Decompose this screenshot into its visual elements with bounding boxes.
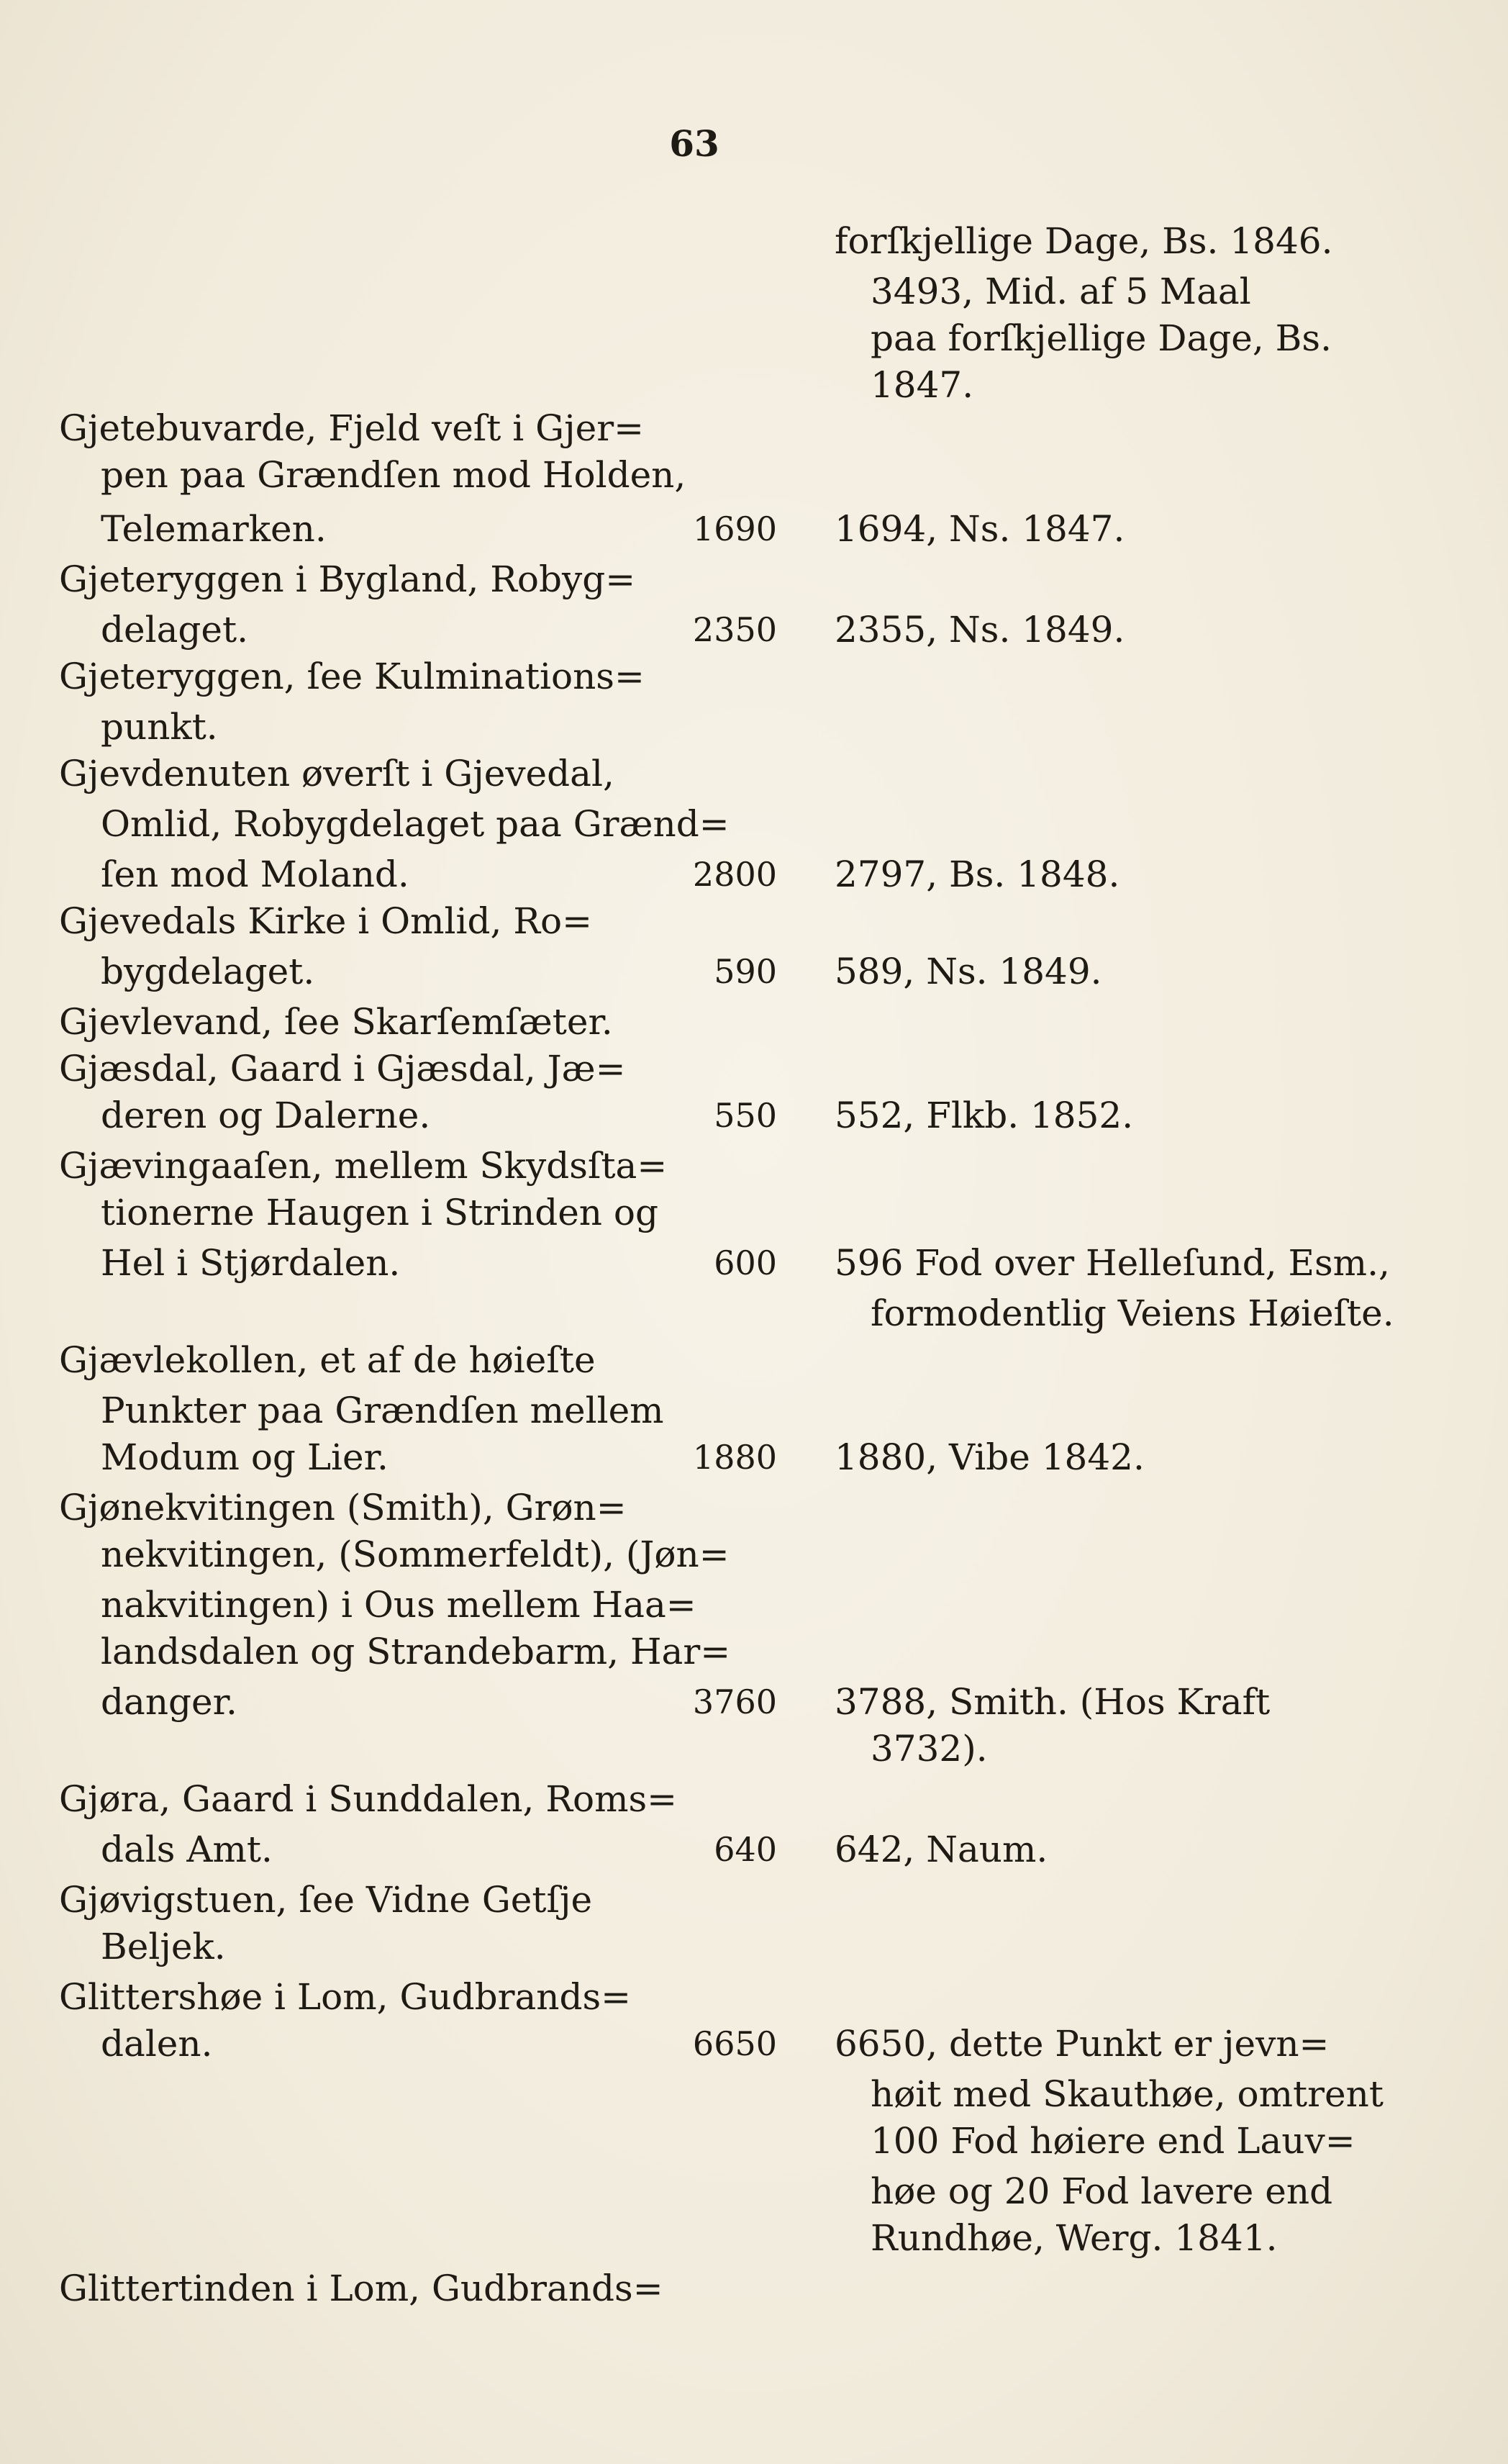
entry-line: deren og Dalerne. — [101, 1095, 431, 1136]
note-line: 6650, dette Punkt er jevn= — [835, 2023, 1330, 2065]
note-line: 589, Ns. 1849. — [835, 951, 1102, 992]
entry-line: Hel i Stjørdalen. — [101, 1242, 401, 1284]
note-line: 642, Naum. — [835, 1829, 1048, 1870]
entry-line: nakvitingen) i Ous mellem Haa= — [101, 1584, 696, 1626]
note-line: 100 Fod høiere end Lauv= — [871, 2120, 1355, 2162]
entry-line: Gjæsdal, Gaard i Gjæsdal, Jæ= — [59, 1048, 626, 1090]
entry-line: danger. — [101, 1681, 237, 1723]
page-number: 63 — [669, 122, 719, 165]
note-line: 3788, Smith. (Hos Kraft — [835, 1681, 1271, 1723]
note-line: 2797, Bs. 1848. — [835, 853, 1120, 895]
note-line: 3732). — [871, 1728, 988, 1770]
height-value: 550 — [714, 1096, 777, 1135]
note-line: 596 Fod over Helleſund, Esm., — [835, 1242, 1390, 1284]
continuation-line: 1847. — [871, 364, 974, 406]
note-line: 1880, Vibe 1842. — [835, 1436, 1145, 1478]
entry-line: Punkter paa Grændſen mellem — [101, 1390, 664, 1431]
entry-line: Glittertinden i Lom, Gudbrands= — [59, 2268, 663, 2309]
entry-line: Gjeteryggen, ſee Kulminations= — [59, 656, 645, 697]
entry-line: Gjetebuvarde, Fjeld veſt i Gjer= — [59, 407, 644, 449]
height-value: 3760 — [692, 1682, 777, 1721]
note-line: Rundhøe, Werg. 1841. — [871, 2217, 1278, 2259]
entry-line: Modum og Lier. — [101, 1436, 389, 1478]
entry-line: ſen mod Moland. — [101, 853, 409, 895]
continuation-line: 3493, Mid. af 5 Maal — [871, 271, 1251, 312]
entry-line: bygdelaget. — [101, 951, 315, 992]
height-value: 600 — [714, 1244, 777, 1282]
entry-line: dals Amt. — [101, 1829, 273, 1870]
entry-line: Gjøvigstuen, ſee Vidne Getſje — [59, 1879, 593, 1921]
note-line: 1694, Ns. 1847. — [835, 508, 1125, 550]
entry-line: Gjævlekollen, et af de høieſte — [59, 1339, 596, 1381]
height-value: 6650 — [692, 2024, 777, 2063]
entry-line: landsdalen og Strandebarm, Har= — [101, 1631, 731, 1672]
entry-line: Gjævingaaſen, mellem Skydsſta= — [59, 1145, 668, 1187]
height-value: 640 — [714, 1830, 777, 1869]
entry-line: Telemarken. — [101, 508, 327, 550]
height-value: 2800 — [692, 855, 777, 894]
entry-line: Gjønekvitingen (Smith), Grøn= — [59, 1487, 627, 1528]
entry-line: nekvitingen, (Sommerfeldt), (Jøn= — [101, 1534, 730, 1575]
note-line: 2355, Ns. 1849. — [835, 609, 1125, 651]
entry-line: Beljek. — [101, 1926, 226, 1967]
entry-line: tionerne Haugen i Strinden og — [101, 1192, 658, 1233]
entry-line: punkt. — [101, 706, 218, 748]
entry-line: dalen. — [101, 2023, 213, 2065]
height-value: 2350 — [692, 610, 777, 649]
entry-line: Glittershøe i Lom, Gudbrands= — [59, 1976, 632, 2018]
entry-line: Gjøra, Gaard i Sunddalen, Roms= — [59, 1778, 678, 1820]
entry-line: Gjevdenuten øverſt i Gjevedal, — [59, 753, 614, 794]
height-value: 590 — [714, 952, 777, 991]
entry-line: delaget. — [101, 609, 248, 651]
height-value: 1690 — [692, 509, 777, 548]
continuation-line: paa forſkjellige Dage, Bs. — [871, 317, 1332, 359]
continuation-line: forſkjellige Dage, Bs. 1846. — [835, 220, 1333, 262]
note-line: høe og 20 Fod lavere end — [871, 2170, 1333, 2212]
entry-line: Omlid, Robygdelaget paa Grænd= — [101, 803, 730, 845]
entry-line: Gjevedals Kirke i Omlid, Ro= — [59, 900, 592, 942]
entry-line: Gjeteryggen i Bygland, Robyg= — [59, 558, 636, 600]
note-line: formodentlig Veiens Høieſte. — [871, 1292, 1394, 1334]
height-value: 1880 — [692, 1438, 777, 1477]
note-line: 552, Flkb. 1852. — [835, 1095, 1134, 1136]
entry-line: Gjevlevand, ſee Skarſemſæter. — [59, 1001, 613, 1043]
entry-line: pen paa Grændſen mod Holden, — [101, 454, 686, 496]
note-line: høit med Skauthøe, omtrent — [871, 2073, 1384, 2115]
